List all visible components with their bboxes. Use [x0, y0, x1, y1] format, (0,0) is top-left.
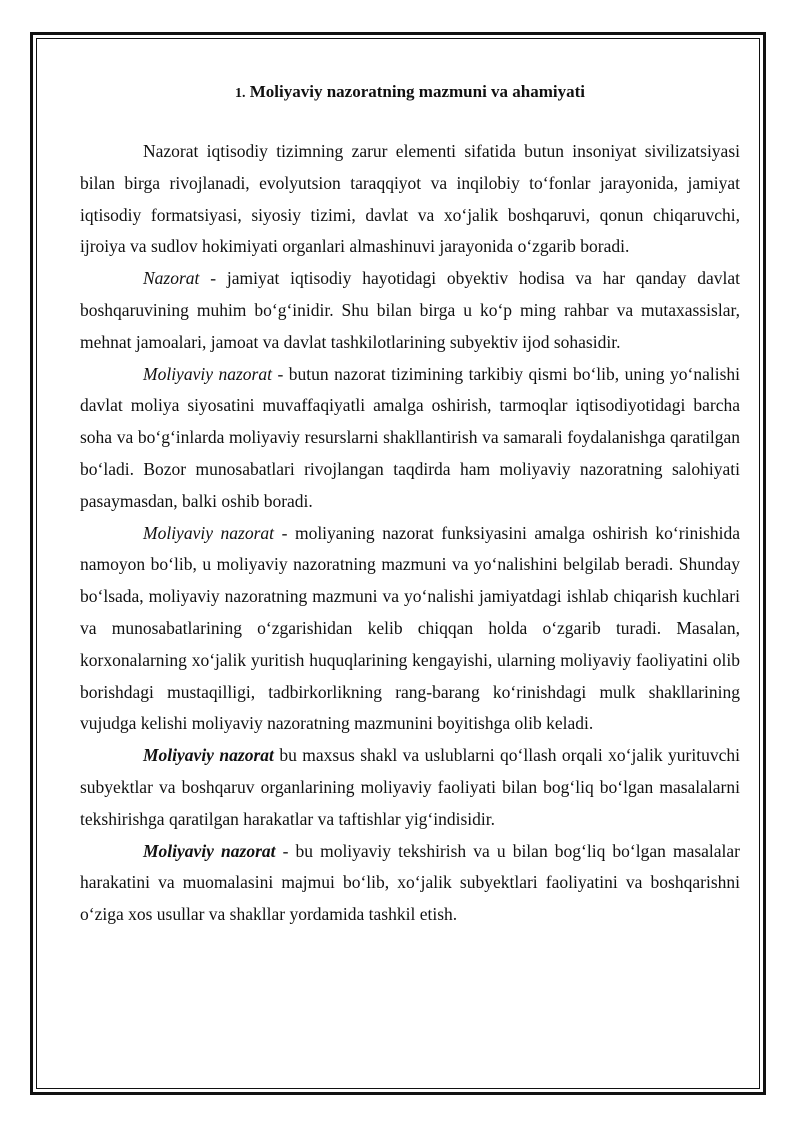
section-title-text: Moliyaviy nazoratning mazmuni va ahamiyati	[249, 82, 586, 101]
paragraph-3	[80, 359, 740, 518]
paragraph-text: - jamiyat iqtisodiy hayotidagi obyektiv hodisa va har qanday davlat boshqaruvining muhim bo‘g‘inidir. Shu bilan birga u ko‘p ming rahbar va mutaxassislar, mehnat jamoalari, jamoat va davlat tashkilotlarining subyektiv ijod sohasidir.	[80, 268, 740, 352]
term-moliyaviy-nazorat-bold: Moliyaviy nazorat	[143, 745, 274, 766]
paragraph-6	[80, 836, 740, 931]
paragraph-text: Nazorat iqtisodiy tizimning zarur elementi sifatida butun insoniyat sivilizatsiyasi bilan birga rivojlanadi, evolyutsion taraqqiyot va inqilobiy to‘fonlar jarayonida, jamiyat iqtisodiy formatsiyasi, siyosiy tizimi, davlat va xo‘jalik boshqaruvi, qonun chiqaruvchi, ijroiya va sudlov hokimiyati organlari almashinuvi jarayonida o‘zgarib boradi.	[80, 141, 740, 257]
document-content	[80, 70, 740, 931]
paragraph-4	[80, 518, 740, 741]
paragraph-text: - butun nazorat tizimining tarkibiy qismi bo‘lib, uning yo‘nalishi davlat moliya siyosatini muvaffaqiyatli amalga oshirish, tarmoqlar iqtisodiyotidagi barcha soha va bo‘g‘inlarda moliyaviy resurslarni shakllantirish va samarali foydalanishga qaratilgan bo‘ladi. Bozor munosabatlari rivojlangan taqdirda ham moliyaviy nazoratning salohiyati pasaymasdan, balki oshib boradi.	[80, 363, 741, 511]
term-nazorat: Nazorat	[143, 268, 200, 289]
paragraph-text: - bu moliyaviy tekshirish va u bilan bog‘liq bo‘lgan masalalar harakatini va muomalasini majmui bo‘lib, xo‘jalik subyektlari faoliyatini va boshqarishni o‘ziga xos usullar va shakllar yordamida tashkil etish.	[80, 840, 740, 925]
term-moliyaviy-nazorat: Moliyaviy nazorat	[143, 522, 275, 543]
paragraph-text: - moliyaning nazorat funksiyasini amalga oshirish ko‘rinishida namoyon bo‘lib, u moliyaviy nazoratning mazmuni va yo‘nalishini belgilab beradi. Shunday bo‘lsada, moliyaviy nazoratning mazmuni va yo‘nalishi jamiyatdagi ishlab chiqarish kuchlari va munosabatlarining o‘zgarishidan kelib chiqqan holda o‘zgarib turadi. Masalan, korxonalarning xo‘jalik yuritish huquqlarining kengayishi, ularning moliyaviy faoliyatini olib borishdagi mustaqilligi, tadbirkorlikning rang-barang ko‘rinishdagi mulk shakllarining vujudga kelishi moliyaviy nazoratning mazmunini boyitishga olib keladi.	[80, 522, 741, 734]
section-number: 1.	[234, 86, 246, 101]
term-moliyaviy-nazorat: Moliyaviy nazorat	[143, 363, 272, 384]
body-text	[80, 136, 740, 931]
term-moliyaviy-nazorat-bold: Moliyaviy nazorat	[143, 840, 276, 861]
paragraph-5	[80, 740, 740, 835]
section-title	[80, 70, 740, 110]
paragraph-2	[80, 263, 740, 358]
paragraph-text: bu maxsus shakl va uslublarni qo‘llash orqali xo‘jalik yurituvchi subyektlar va boshqaruv organlarining moliyaviy faoliyati bilan bog‘liq bo‘lgan masalalarni tekshirishga qaratilgan harakatlar va taftishlar yig‘indisidir.	[80, 745, 740, 829]
paragraph-1	[80, 136, 740, 263]
